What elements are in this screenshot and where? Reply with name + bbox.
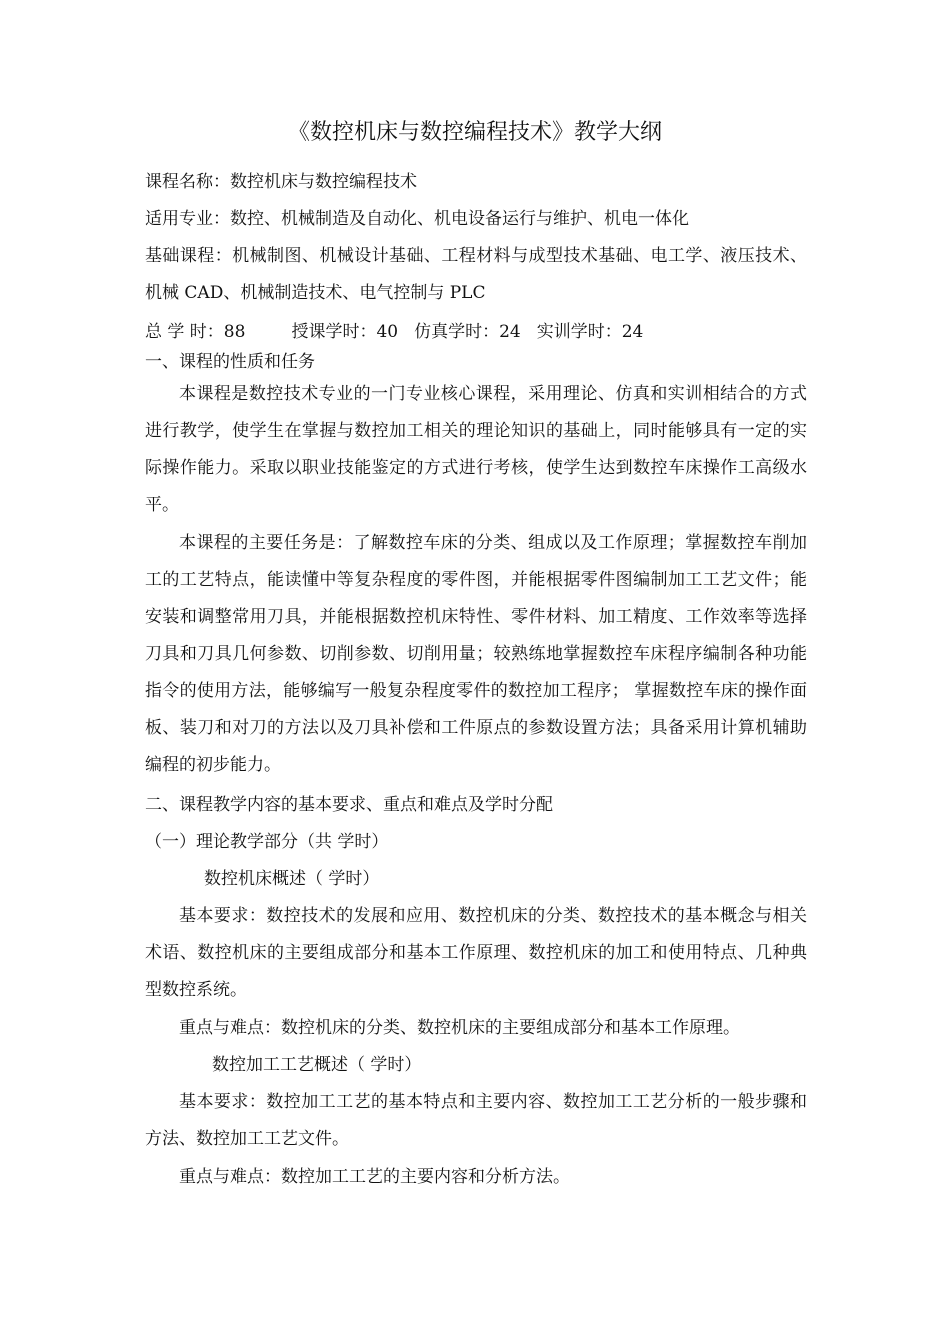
theory-part-heading: （一）理论教学部分（共 学时） xyxy=(145,832,389,852)
section-1-paragraph-1: 本课程是数控技术专业的一门专业核心课程，采用理论、仿真和实训相结合的方式进行教学，使学生在掌握与数控加工相关的理论知识的基础上，同时能够具有一定的实际操作能力。采取以职业技能鉴定的方式进行考核，使学生达到数控车床操作工高级水平。 xyxy=(145,384,807,515)
topic-2-key-points: 重点与难点：数控加工工艺的主要内容和分析方法。 xyxy=(179,1167,570,1187)
practice-hours: 实训学时：24 xyxy=(536,322,644,342)
section-1-heading: 一、课程的性质和任务 xyxy=(145,352,315,372)
lecture-hours: 授课学时：40 xyxy=(291,322,399,342)
topic-2-requirements: 基本要求：数控加工工艺的基本特点和主要内容、数控加工工艺分析的一般步骤和方法、数控加工工艺文件。 xyxy=(145,1092,807,1149)
topic-1-title: 数控机床概述（ 学时） xyxy=(204,869,380,889)
prerequisite-courses-paragraph: 基础课程：机械制图、机械设计基础、工程材料与成型技术基础、电工学、液压技术、机械 CAD、机械制造技术、电气控制与 PLC xyxy=(145,246,807,303)
hours-line xyxy=(145,320,643,344)
document-title: 《数控机床与数控编程技术》教学大纲 xyxy=(287,120,662,145)
applicable-major-line: 适用专业：数控、机械制造及自动化、机电设备运行与维护、机电一体化 xyxy=(145,209,689,229)
topic-2-title: 数控加工工艺概述（ 学时） xyxy=(212,1055,422,1075)
section-1-paragraph-2: 本课程的主要任务是：了解数控车床的分类、组成以及工作原理；掌握数控车削加工的工艺特点，能读懂中等复杂程度的零件图，并能根据零件图编制加工工艺文件；能安装和调整常用刀具，并能根据数控机床特性、零件材料、加工精度、工作效率等选择刀具和刀具几何参数、切削参数、切削用量；较熟练地掌握数控车床程序编制各种功能指令的使用方法，能够编写一般复杂程度零件的数控加工程序； 掌握数控车床的操作面板、装刀和对刀的方法以及刀具补偿和工件原点的参数设置方法；具备采用计算机辅助编程的初步能力。 xyxy=(145,533,807,775)
simulation-hours: 仿真学时：24 xyxy=(414,322,521,342)
section-2-heading: 二、课程教学内容的基本要求、重点和难点及学时分配 xyxy=(145,795,553,815)
course-name-line: 课程名称：数控机床与数控编程技术 xyxy=(145,172,417,192)
topic-1-key-points: 重点与难点：数控机床的分类、数控机床的主要组成部分和基本工作原理。 xyxy=(179,1018,740,1038)
topic-1-requirements: 基本要求：数控技术的发展和应用、数控机床的分类、数控技术的基本概念与相关术语、数控机床的主要组成部分和基本工作原理、数控机床的加工和使用特点、几种典型数控系统。 xyxy=(145,906,807,1000)
total-hours: 总 学 时：88 xyxy=(145,322,246,342)
